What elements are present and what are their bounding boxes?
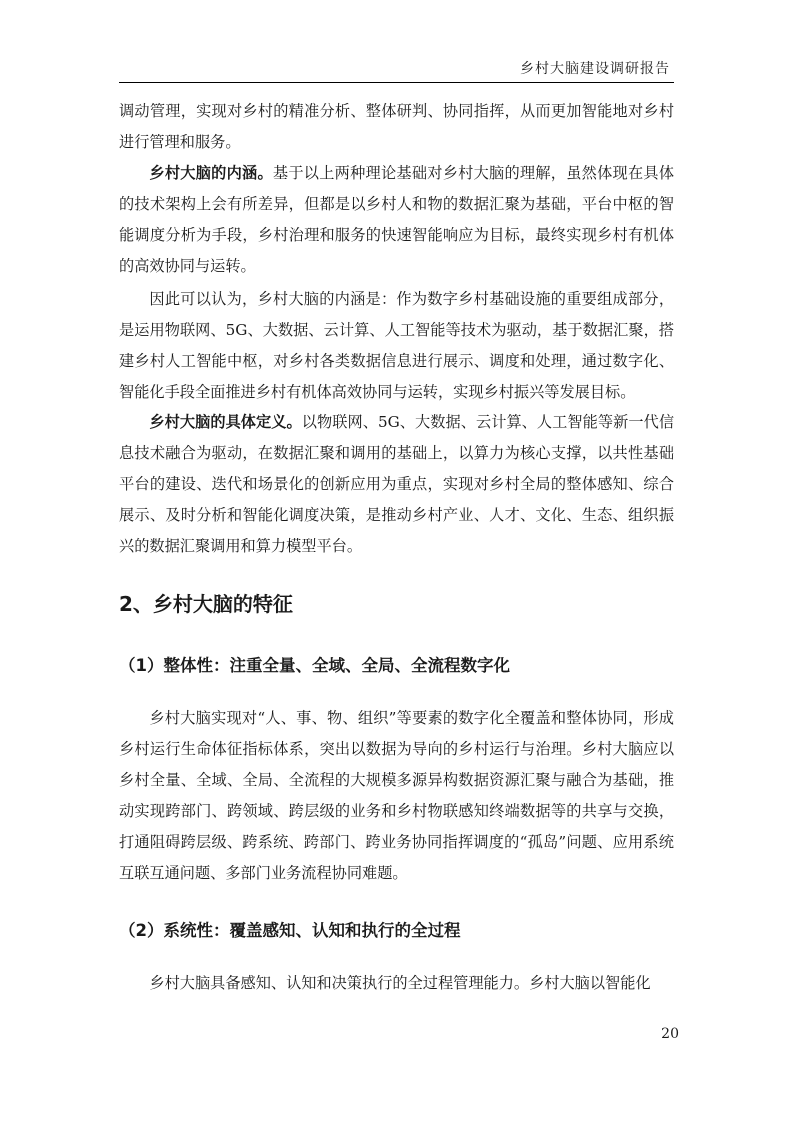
page-number: 20 [661,1026,679,1042]
paragraph-definition [119,407,674,562]
running-header-title: 乡村大脑建设调研报告 [520,61,670,77]
paragraph-systematic: 乡村大脑具备感知、认知和决策执行的全过程管理能力。乡村大脑以智能化 [149,974,651,992]
subsection-heading-integrity: （1）整体性：注重全量、全域、全局、全流程数字化 [119,656,510,675]
paragraph-summary: 因此可以认为，乡村大脑的内涵是：作为数字乡村基础设施的重要组成部分，是运用物联网、5G、大数据、云计算、人工智能等技术为驱动，基于数据汇聚，搭建乡村人工智能中枢，对乡村各类数据信息进行展示、调度和处理，通过数字化、智能化手段全面推进乡村有机体高效协同与运转，实现乡村振兴等发展目标。 [119,290,674,401]
paragraph-connotation [119,158,674,282]
paragraph-continuation: 调动管理，实现对乡村的精准分析、整体研判、协同指挥，从而更加智能地对乡村进行管理和服务。 [119,102,674,151]
paragraph-integrity: 乡村大脑实现对“人、事、物、组织”等要素的数字化全覆盖和整体协同，形成乡村运行生命体征指标体系，突出以数据为导向的乡村运行与治理。乡村大脑应以乡村全量、全域、全局、全流程的大规模多源异构数据资源汇聚与融合为基础，推动实现跨部门、跨领域、跨层级的业务和乡村物联感知终端数据等的共享与交换，打通阻碍跨层级、跨系统、跨部门、跨业务协同指挥调度的“孤岛”问题、应用系统互联互通问题、多部门业务流程协同难题。 [119,709,674,882]
subsection-heading-systematic: （2）系统性：覆盖感知、认知和执行的全过程 [119,921,461,940]
paragraph-text-connotation: 基于以上两种理论基础对乡村大脑的理解，虽然体现在具体的技术架构上会有所差异，但都是以乡村人和物的数据汇聚为基础，平台中枢的智能调度分析为手段，乡村治理和服务的快速智能响应为目标，最终实现乡村有机体的高效协同与运转。 [119,164,675,275]
paragraph-lead-definition: 乡村大脑的具体定义。 [149,413,302,431]
header-divider [119,82,674,83]
section-heading: 2、乡村大脑的特征 [119,592,293,616]
paragraph-text-definition: 以物联网、5G、大数据、云计算、人工智能等新一代信息技术融合为驱动，在数据汇聚和调用的基础上，以算力为核心支撑，以共性基础平台的建设、迭代和场景化的创新应用为重点，实现对乡村全局的整体感知、综合展示、及时分析和智能化调度决策，是推动乡村产业、人才、文化、生态、组织振兴的数据汇聚调用和算力模型平台。 [119,413,675,555]
paragraph-lead-connotation: 乡村大脑的内涵。 [149,164,273,182]
